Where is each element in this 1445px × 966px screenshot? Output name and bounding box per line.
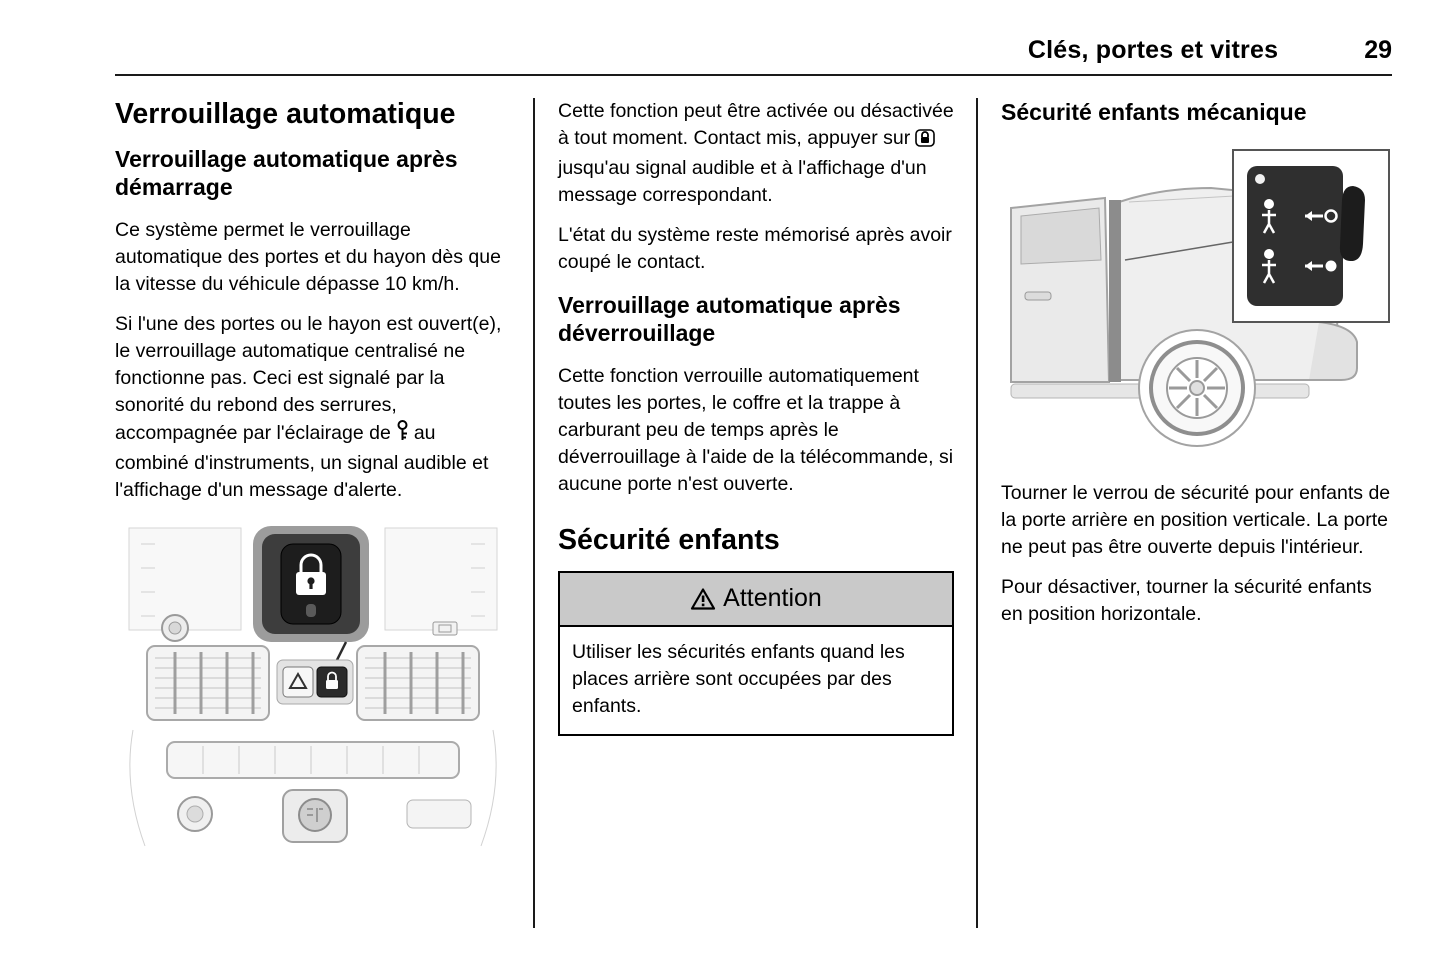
attention-body: Utiliser les sécurités enfants quand les places arrière sont occupées par des enfants. xyxy=(558,627,954,736)
dash-left-panel xyxy=(129,528,241,630)
hazard-button xyxy=(283,667,313,697)
page-number: 29 xyxy=(1364,36,1392,64)
child-lock-lever xyxy=(1340,186,1365,261)
heading-securite-enfants: Sécurité enfants xyxy=(558,524,780,557)
para-desactiver: Pour désactiver, tourner la sécurité enfants en position horizontale. xyxy=(1001,576,1372,626)
attention-box xyxy=(558,571,954,736)
para-deverrouillage: Cette fonction verrouille automatiquement toutes les portes, le coffre et la trappe à carburant peu de temps après le déverrouillage à l'aide de la télécommande, si aucune porte n'est ouverte. xyxy=(558,364,954,496)
dash-small-button xyxy=(433,622,457,635)
para-tourner-verrou: Tourner le verrou de sécurité pour enfants de la porte arrière en position verticale. La porte ne peut pas être ouverte depuis l'intérieur. xyxy=(1001,482,1391,559)
dash-right-panel xyxy=(385,528,497,630)
child-lock-callout xyxy=(1233,150,1389,322)
column-activation-securite xyxy=(558,98,954,736)
van-figure xyxy=(1001,142,1397,464)
van-child-lock-illustration xyxy=(1001,142,1397,464)
chapter-title: Clés, portes et vitres xyxy=(1027,36,1279,64)
right-air-vent xyxy=(357,646,479,720)
heading-verrouillage-apres-deverrouillage: Verrouillage automatique après déverrouillage xyxy=(558,291,901,346)
attention-title: Attention xyxy=(723,584,822,613)
para-porte-ouverte-text-1: Si l'une des portes ou le hayon est ouvert(e), le verrouillage automatique centralisé ne fonctionne pas. Ceci est signalé par la sonorité du rebond des serrures, accompagnée par l'éclairage de xyxy=(115,313,502,444)
attention-header xyxy=(558,571,954,627)
sliding-door xyxy=(1011,198,1121,382)
heading-securite-enfants-mecanique: Sécurité enfants mécanique xyxy=(1001,99,1307,125)
column-divider-2 xyxy=(976,98,978,928)
para-activation-text-2: jusqu'au signal audible et à l'affichage d'un message correspondant. xyxy=(558,157,927,207)
rear-wheel xyxy=(1139,330,1255,446)
column-divider-1 xyxy=(533,98,535,928)
para-porte-ouverte-text-2: au combiné d'instruments, un signal audible et l'affichage d'un message d'alerte. xyxy=(115,421,489,501)
central-locking-button-icon xyxy=(915,128,935,155)
door-handle xyxy=(1025,292,1051,300)
column-securite-enfants-mecanique xyxy=(1001,98,1397,642)
console-button-row xyxy=(167,742,459,778)
heading-verrouillage-automatique: Verrouillage automatique xyxy=(115,98,456,130)
lock-button-callout xyxy=(253,526,369,668)
key-warning-indicator-icon xyxy=(396,420,409,450)
para-activation xyxy=(558,98,954,209)
dashboard-figure xyxy=(115,518,511,848)
gear-shifter xyxy=(283,790,347,842)
warning-triangle-icon xyxy=(690,587,716,611)
left-air-vent xyxy=(147,646,269,720)
para-memorisation: L'état du système reste mémorisé après avoir coupé le contact. xyxy=(558,224,952,274)
console-tray xyxy=(407,800,471,828)
center-switch-panel xyxy=(277,660,353,704)
content-columns xyxy=(0,76,1445,928)
dashboard-illustration xyxy=(115,518,511,848)
para-activation-text-1: Cette fonction peut être activée ou désactivée à tout moment. Contact mis, appuyer sur xyxy=(558,100,954,150)
child-lock-label xyxy=(1247,166,1343,306)
door-opening-gap xyxy=(1109,200,1121,382)
column-verrouillage-automatique xyxy=(115,98,511,848)
page-header xyxy=(0,0,1445,65)
para-systeme-verrouillage: Ce système permet le verrouillage automatique des portes et du hayon dès que la vitesse du véhicule dépasse 10 km/h. xyxy=(115,218,501,296)
para-porte-ouverte xyxy=(115,311,511,504)
heading-verrouillage-apres-demarrage: Verrouillage automatique après démarrage xyxy=(115,145,458,200)
